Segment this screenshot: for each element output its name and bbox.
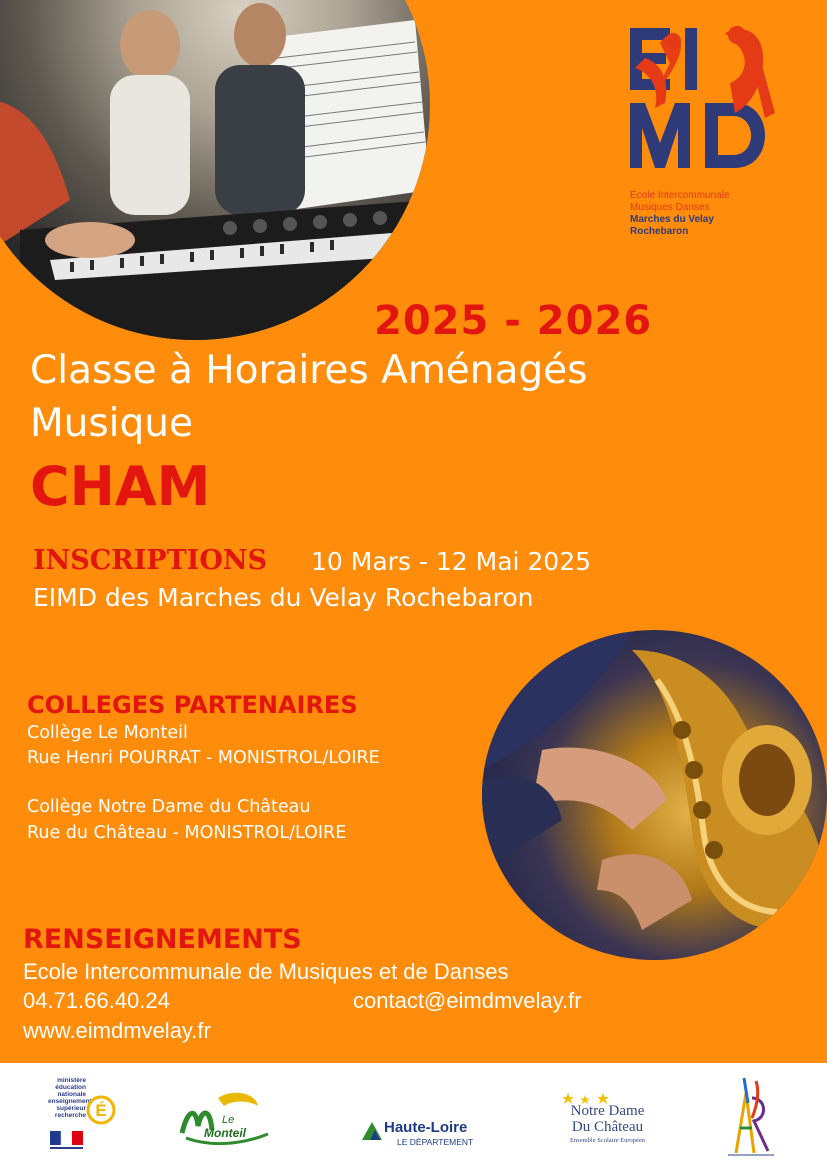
eimd-logo	[575, 18, 790, 278]
eimd-small-logo	[726, 1073, 776, 1158]
ministere-line-2: éducation	[55, 1084, 86, 1091]
inscriptions-dates: 10 Mars - 12 Mai 2025	[311, 547, 592, 576]
colleges-heading: COLLEGES PARTENAIRES	[27, 691, 358, 719]
svg-text:É: É	[95, 1101, 107, 1120]
contact-website[interactable]: www.eimdmvelay.fr	[23, 1018, 211, 1043]
eimd-small-logo-mark	[726, 1073, 776, 1158]
contact-heading: RENSEIGNEMENTS	[23, 924, 302, 955]
ministere-line-4: enseignement	[48, 1098, 92, 1105]
logo-line-3: Marches du Velay	[630, 214, 714, 225]
logo-line-4: Rochebaron	[630, 226, 689, 237]
ministere-line-6: recherche	[54, 1112, 86, 1119]
ministere-line-1: ministère	[57, 1077, 86, 1084]
logo-line-2: Musiques Danses	[630, 202, 710, 213]
inscriptions-label: INSCRIPTIONS	[33, 545, 268, 576]
contact-phone[interactable]: 04.71.66.40.24	[23, 988, 170, 1013]
logo-line-1: École Intercommunale	[630, 190, 730, 201]
monteil-le: Le	[222, 1114, 235, 1126]
title-line-1: Classe à Horaires Aménagés	[30, 348, 588, 393]
college-2-name: Collège Notre Dame du Château	[27, 797, 311, 817]
haute-loire-icon	[362, 1122, 382, 1140]
ministere-line-3: nationale	[57, 1091, 86, 1098]
ministere-logo	[48, 1077, 118, 1157]
haute-loire-logo	[362, 1119, 492, 1149]
eimd-logo-mark	[625, 23, 785, 193]
title-line-2: Musique	[30, 401, 193, 446]
notre-dame-logo	[555, 1093, 665, 1153]
haute-loire-name: Haute-Loire	[384, 1119, 468, 1136]
college-2-address: Rue du Château - MONISTROL/LOIRE	[27, 823, 347, 843]
ministere-line-5: supérieur	[56, 1105, 86, 1112]
notre-dame-sub: Ensemble Scolaire Européen	[569, 1137, 646, 1144]
marianne-flag-icon	[50, 1131, 84, 1151]
partners-footer	[0, 1063, 827, 1169]
cham-acronym: CHAM	[30, 455, 211, 518]
haute-loire-sub: LE DÉPARTEMENT	[397, 1137, 474, 1147]
inscriptions-place: EIMD des Marches du Velay Rochebaron	[33, 583, 534, 612]
contact-org: Ecole Intercommunale de Musiques et de Danses	[23, 959, 509, 984]
eimd-logo-text	[630, 190, 730, 238]
contact-email[interactable]: contact@eimdmvelay.fr	[353, 988, 582, 1013]
notre-dame-line-1: Notre Dame	[570, 1103, 645, 1119]
saxophone-photo	[482, 630, 827, 960]
school-year: 2025 - 2026	[374, 298, 653, 344]
notre-dame-line-2: Du Château	[571, 1119, 644, 1135]
e-ministere-icon	[86, 1095, 116, 1125]
monteil-name: Monteil	[204, 1126, 246, 1140]
college-1-address: Rue Henri POURRAT - MONISTROL/LOIRE	[27, 748, 380, 768]
monteil-logo	[178, 1088, 273, 1148]
college-1-name: Collège Le Monteil	[27, 723, 188, 743]
